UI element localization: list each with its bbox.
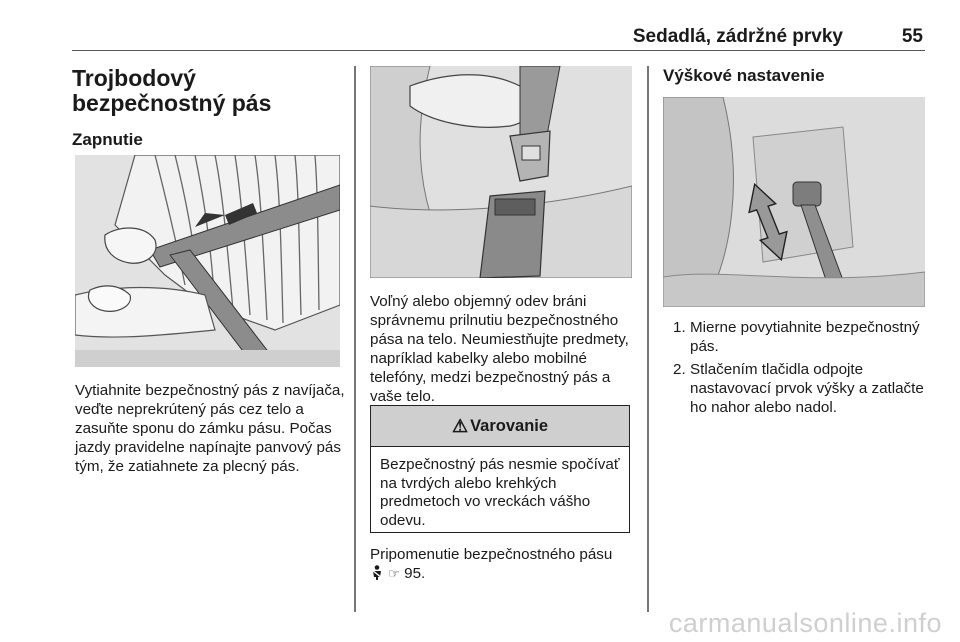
figure-buckling-seatbelt-illustration [75,155,340,367]
seatbelt-reminder-icon [370,565,384,580]
step-text: Stlačením tlačidla odpojte nastavovací prvok výšky a zatlačte ho nahor alebo nadol. [690,361,924,416]
warning-triangle-icon: ⚠ [451,415,469,436]
warning-box [370,405,630,533]
warning-title: Varovanie [470,416,549,435]
left-column [72,66,342,150]
page-number: 55 [901,26,923,47]
figure-buckle-latch-illustration [370,66,632,278]
figure-buckling-seatbelt [75,155,340,367]
height-adjust-steps [663,318,928,421]
step-item [663,318,928,356]
header-title: Sedadlá, zádržné prvky [632,26,843,47]
middle-paragraph: Voľný alebo objemný odev bráni správnemu prilnutiu bezpečnostného pása na telo. Neumiestňujte predmety, napríklad kabelky alebo mobilné telefóny, medzi bezpečnostný pás a vaše telo. [370,293,629,405]
subsection-title: Zapnutie [72,130,143,149]
page-reference-icon[interactable]: ☞ [388,566,400,581]
warning-text: Bezpečnostný pás nesmie spočívať na tvrdých alebo krehkých predmetoch vo vreckách vášho odevu. [380,456,620,529]
note-text: Pripomenutie bezpečnostného pásu [370,546,613,563]
height-adjust-title: Výškové nastavenie [663,66,825,85]
column-divider [647,66,649,612]
column-divider [354,66,356,612]
section-title: Trojbodový bezpečnostný pás [72,65,272,116]
watermark: carmanualsonline.info [668,608,942,638]
left-paragraph: Vytiahnite bezpečnostný pás z navíjača, veďte neprekrútený pás cez telo a zasuňte sponu do zámku pásu. Počas jazdy pravidelne napínajte panvový pás tým, že zatiahnete za plecný pás. [75,382,345,475]
page-reference-link[interactable]: 95. [404,565,426,582]
seatbelt-reminder-note [370,545,635,583]
step-number: 2. [673,361,686,378]
figure-height-adjuster-illustration [663,97,925,307]
step-text: Mierne povytiahnite bezpečnostný pás. [690,319,920,355]
page-header [72,24,925,51]
step-item [663,360,928,417]
step-number: 1. [673,319,686,336]
warning-header [371,406,629,447]
figure-height-adjuster [663,97,925,307]
figure-buckle-latch [370,66,632,278]
